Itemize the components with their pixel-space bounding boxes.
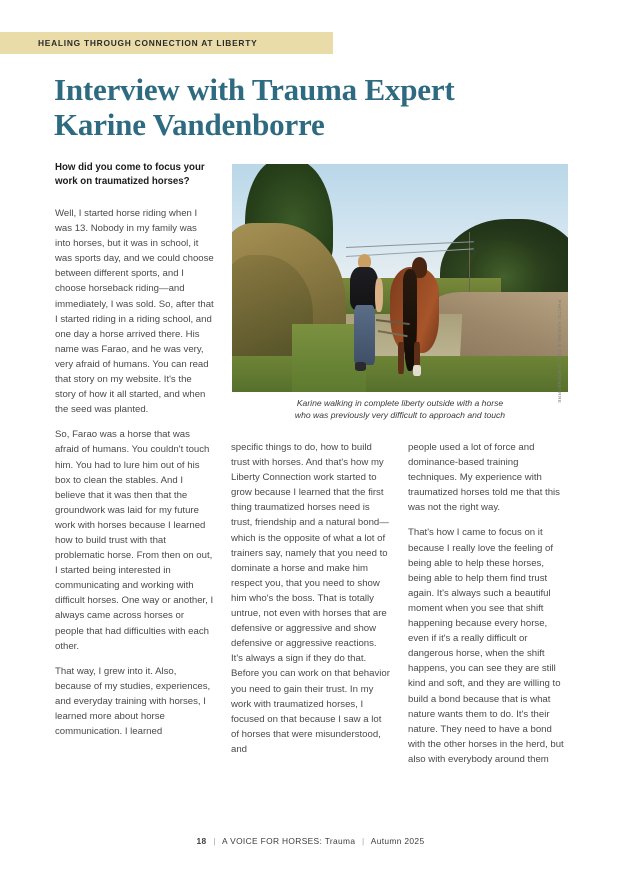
body-column-1 (55, 206, 214, 806)
footer-separator-2: | (362, 836, 365, 846)
headline-line-1: Interview with Trauma Expert (54, 72, 455, 107)
caption-line-1: Karine walking in complete liberty outside with a horse (296, 398, 504, 408)
page-title (54, 72, 574, 142)
photo-woman-jeans (354, 305, 376, 364)
footer-issue: Autumn 2025 (370, 836, 425, 846)
photo-illustration (232, 164, 568, 392)
kicker-text: HEALING THROUGH CONNECTION AT LIBERTY (38, 38, 258, 48)
footer-publication: A VOICE FOR HORSES: Trauma (221, 836, 356, 846)
body-column-2 (231, 440, 390, 810)
paragraph: That way, I grew into it. Also, because of my studies, experiences, and everyday training with horses, I learned more about horse communication. I learned (55, 665, 211, 738)
interview-question: How did you come to focus your work on traumatized horses? (55, 162, 205, 188)
photo-caption (232, 397, 568, 422)
body-column-3 (408, 440, 567, 810)
paragraph: specific things to do, how to build trust with horses. And that's how my Liberty Connection work started to grow because I learned that the first thing traumatized horses need is trust, friendship and a natural bond—which is the opposite of what a lot of trainers say, namely that you need to dominate a horse and make him respect you, that you need to show him who's the boss. That is totally untrue, not even with horses that are defensive or aggressive and show defensive or aggressive reactions. It's always a sign if they do that. Before you can work on that behavior you need to gain their trust. In my work with traumatized horses, I focused on that because I saw a lot of horses that were misunderstood, and (231, 442, 390, 755)
footer-page-number: 18 (196, 836, 207, 846)
photo-horse-white-sock (413, 365, 421, 376)
article-photo (232, 164, 568, 392)
photo-horse-leg-left (398, 342, 404, 374)
page-footer (0, 836, 621, 846)
paragraph: Well, I started horse riding when I was 13. Nobody in my family was into horses, but it was in school, it was sports day, and we could choose between different sports, and I choose horseback riding—and immediately, I was sold. So, after that I started riding in a riding school, and one day a horse arrived there. His name was Farao, and he was very, very afraid of humans. You can read that story on my website. It's the story of how it all started, and when the seed was planted. (55, 208, 214, 416)
paragraph: people used a lot of force and dominance-based training techniques. My experience with traumatized horses told me that this was not the right way. (408, 442, 560, 514)
footer-separator-1: | (213, 836, 216, 846)
photo-woman-shoe (355, 362, 366, 370)
paragraph: So, Farao was a horse that was afraid of humans. You couldn't touch him. You had to lure him out of his box to clean the stables. And I believe that it was then that the groundwork was laid for my future work with horses because I learned how to build trust with that problematic horse. From then on out, I started being interested in communicating and working with difficult horses. One way or another, I always came across horses or people that had difficulties with each other. (55, 429, 214, 652)
photo-credit: PHOTO: KARINE & TOM VANDENBORRE (557, 300, 562, 404)
caption-line-2: who was previously very difficult to approach and touch (294, 410, 506, 421)
photo-woman-arm (375, 278, 382, 312)
paragraph: That's how I came to focus on it because I really love the feeling of being able to help these horses, being able to help them find trust again. It's always such a beautiful moment when you see that shift happening because every horse, even if it's a really difficult or dangerous horse, when the shift happens, you can see they are still kind and soft, and they are willing to build a bond because that is what nature wants them to do. It's their nature. They need to have a bond with the other horses in the herd, but also with everybody around them (408, 527, 564, 765)
headline-line-2: Karine Vandenborre (54, 107, 325, 142)
